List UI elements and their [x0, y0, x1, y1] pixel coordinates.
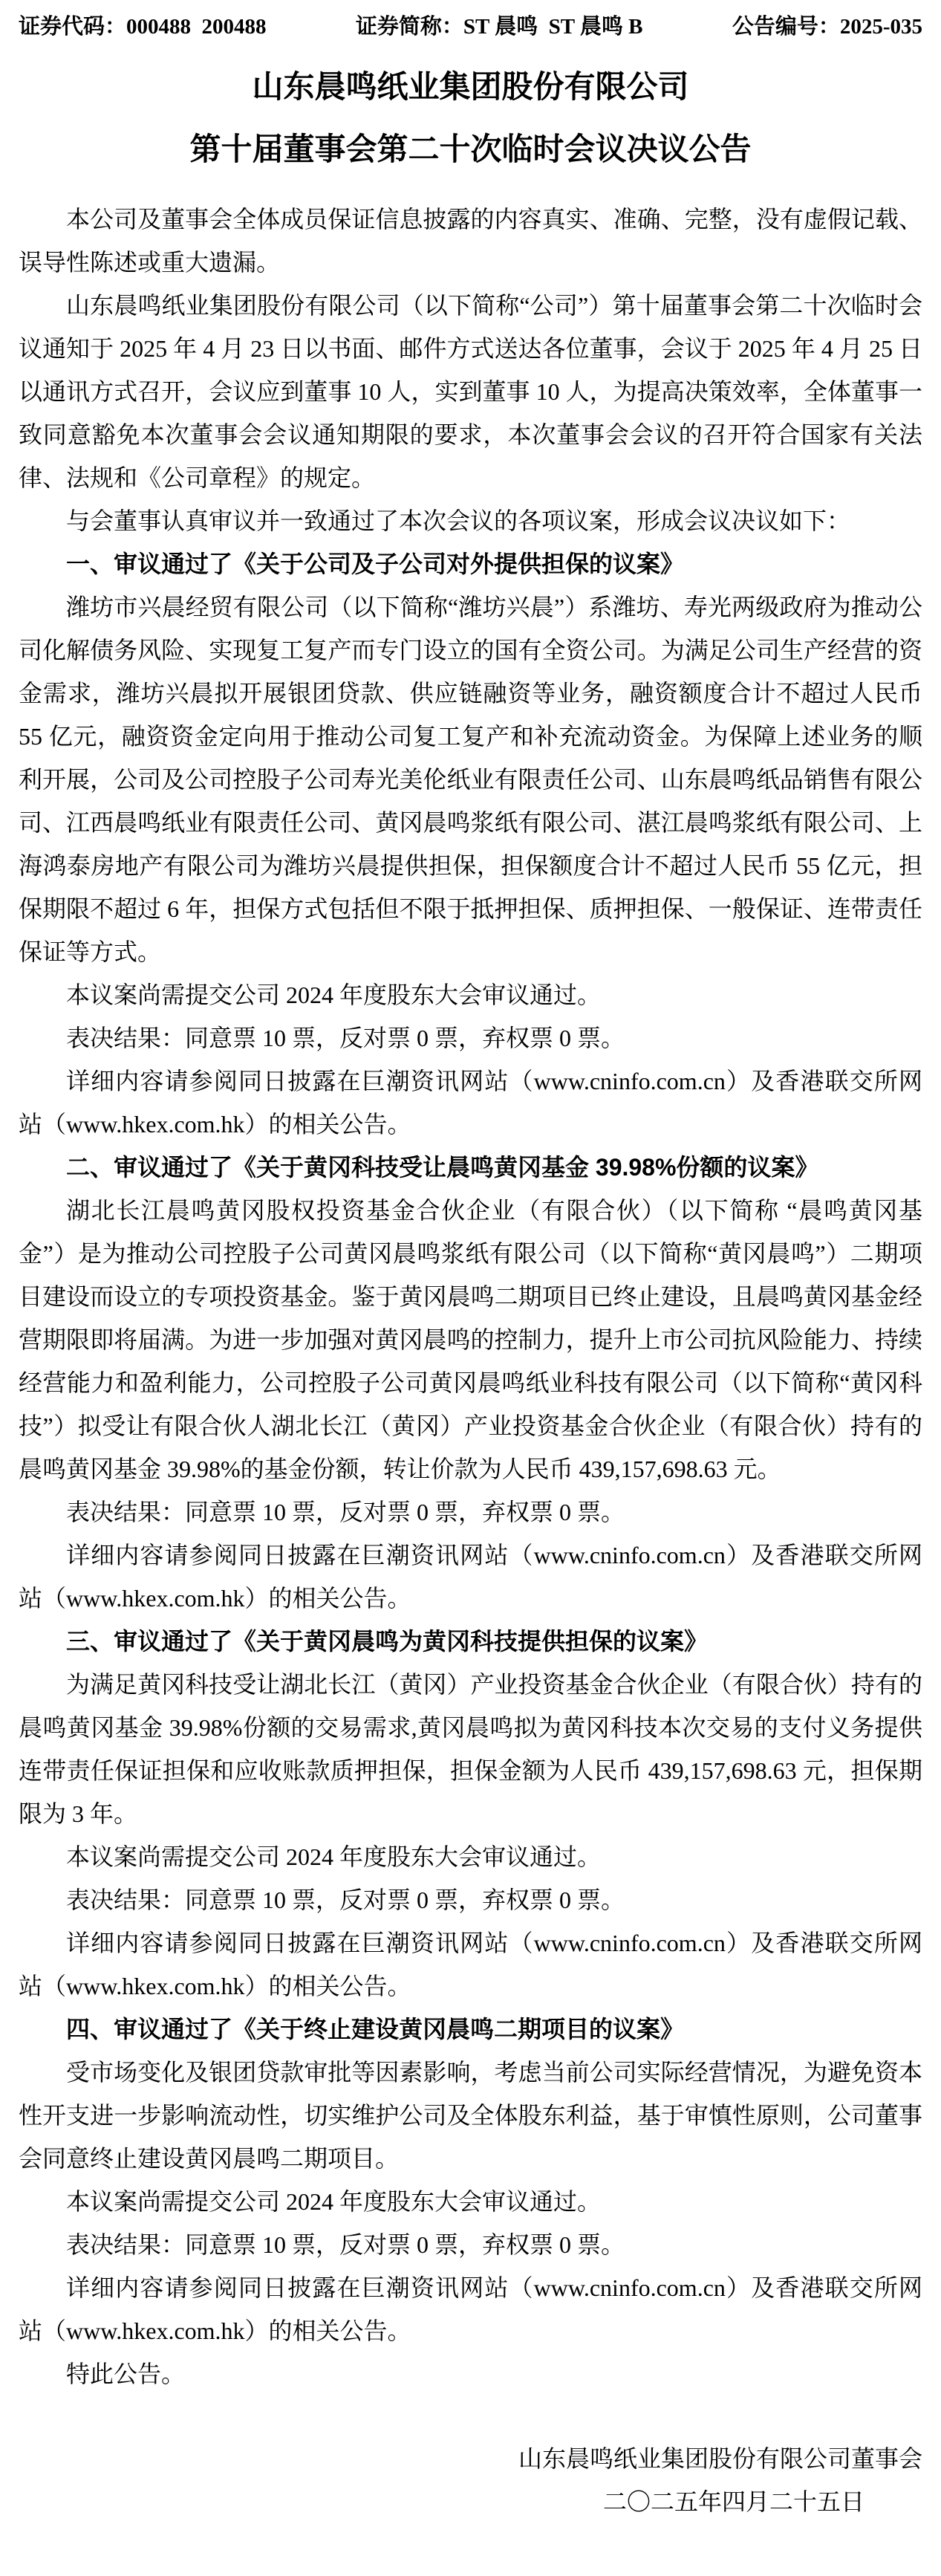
paragraph: 表决结果：同意票 10 票，反对票 0 票，弃权票 0 票。 — [66, 1886, 625, 1913]
document-body — [19, 198, 922, 2395]
paragraph: 山东晨鸣纸业集团股份有限公司（以下简称“公司”）第十届董事会第二十次临时会议通知于 2025 年 4 月 23 日以书面、邮件方式送达各位董事，会议于 2025 年 4 月 25 日以通讯方式召开，会议应到董事 10 人，实到董事 10 人，为提高决策效率，全体董事一致同意豁免本次董事会会议通知期限的要求，本次董事会会议的召开符合国家有关法律、法规和《公司章程》的规定。 — [19, 292, 922, 491]
paragraph: 受市场变化及银团贷款审批等因素影响，考虑当前公司实际经营情况，为避免资本性开支进一步影响流动性，切实维护公司及全体股东利益，基于审慎性原则，公司董事会同意终止建设黄冈晨鸣二期项目。 — [19, 2059, 922, 2172]
paragraph: 特此公告。 — [66, 2361, 186, 2387]
signature-block — [19, 2437, 922, 2523]
paragraph: 本议案尚需提交公司 2024 年度股东大会审议通过。 — [66, 2188, 602, 2215]
paragraph: 本议案尚需提交公司 2024 年度股东大会审议通过。 — [66, 982, 602, 1008]
paragraph: 详细内容请参阅同日披露在巨潮资讯网站（www.cninfo.com.cn）及香港联交所网站（www.hkex.com.hk）的相关公告。 — [19, 1930, 922, 1999]
paragraph: 详细内容请参阅同日披露在巨潮资讯网站（www.cninfo.com.cn）及香港联交所网站（www.hkex.com.hk）的相关公告。 — [19, 1068, 922, 1138]
section-heading: 三、审议通过了《关于黄冈晨鸣为黄冈科技提供担保的议案》 — [66, 1628, 709, 1655]
announcement-number: 公告编号：2025-035 — [732, 15, 922, 39]
securities-header — [19, 10, 922, 43]
paragraph: 本议案尚需提交公司 2024 年度股东大会审议通过。 — [66, 1843, 602, 1870]
paragraph: 表决结果：同意票 10 票，反对票 0 票，弃权票 0 票。 — [66, 1499, 625, 1525]
signature-company: 山东晨鸣纸业集团股份有限公司董事会 — [518, 2445, 922, 2472]
paragraph: 详细内容请参阅同日披露在巨潮资讯网站（www.cninfo.com.cn）及香港联交所网站（www.hkex.com.hk）的相关公告。 — [19, 2274, 922, 2344]
paragraph: 本公司及董事会全体成员保证信息披露的内容真实、准确、完整，没有虚假记载、误导性陈述或重大遗漏。 — [19, 206, 922, 276]
paragraph: 表决结果：同意票 10 票，反对票 0 票，弃权票 0 票。 — [66, 2231, 625, 2258]
announcement-title: 第十届董事会第二十次临时会议决议公告 — [189, 132, 752, 166]
paragraph: 表决结果：同意票 10 票，反对票 0 票，弃权票 0 票。 — [66, 1025, 625, 1051]
paragraph: 为满足黄冈科技受让湖北长江（黄冈）产业投资基金合伙企业（有限合伙）持有的晨鸣黄冈基金 39.98%份额的交易需求,黄冈晨鸣拟为黄冈科技本次交易的支付义务提供连带责任保证担保和应收账款质押担保，担保金额为人民币 439,157,698.63 元，担保期限为 3 年。 — [19, 1671, 922, 1827]
section-heading: 一、审议通过了《关于公司及子公司对外提供担保的议案》 — [66, 551, 685, 577]
section-heading: 二、审议通过了《关于黄冈科技受让晨鸣黄冈基金 39.98%份额的议案》 — [66, 1154, 819, 1181]
paragraph: 与会董事认真审议并一致通过了本次会议的各项议案，形成会议决议如下： — [66, 507, 851, 534]
securities-abbreviation: 证券简称：ST 晨鸣 ST 晨鸣 B — [355, 15, 643, 39]
section-heading: 四、审议通过了《关于终止建设黄冈晨鸣二期项目的议案》 — [66, 2016, 685, 2043]
signature-date: 二〇二五年四月二十五日 — [602, 2488, 865, 2515]
paragraph: 详细内容请参阅同日披露在巨潮资讯网站（www.cninfo.com.cn）及香港联交所网站（www.hkex.com.hk）的相关公告。 — [19, 1542, 922, 1612]
securities-code: 证券代码：000488 200488 — [19, 15, 267, 39]
paragraph: 湖北长江晨鸣黄冈股权投资基金合伙企业（有限合伙）（以下简称 “晨鸣黄冈基金”）是为推动公司控股子公司黄冈晨鸣浆纸有限公司（以下简称“黄冈晨鸣”）二期项目建设而设立的专项投资基金。鉴于黄冈晨鸣二期项目已终止建设，且晨鸣黄冈基金经营期限即将届满。为进一步加强对黄冈晨鸣的控制力，提升上市公司抗风险能力、持续经营能力和盈利能力，公司控股子公司黄冈晨鸣纸业科技有限公司（以下简称“黄冈科技”）拟受让有限合伙人湖北长江（黄冈）产业投资基金合伙企业（有限合伙）持有的晨鸣黄冈基金 39.98%的基金份额，转让价款为人民币 439,157,698.63 元。 — [19, 1197, 922, 1482]
paragraph: 潍坊市兴晨经贸有限公司（以下简称“潍坊兴晨”）系潍坊、寿光两级政府为推动公司化解债务风险、实现复工复产而专门设立的国有全资公司。为满足公司生产经营的资金需求，潍坊兴晨拟开展银团贷款、供应链融资等业务，融资额度合计不超过人民币 55 亿元，融资资金定向用于推动公司复工复产和补充流动资金。为保障上述业务的顺利开展，公司及公司控股子公司寿光美伦纸业有限责任公司、山东晨鸣纸品销售有限公司、江西晨鸣纸业有限责任公司、黄冈晨鸣浆纸有限公司、湛江晨鸣浆纸有限公司、上海鸿泰房地产有限公司为潍坊兴晨提供担保，担保额度合计不超过人民币 55 亿元，担保期限不超过 6 年，担保方式包括但不限于抵押担保、质押担保、一般保证、连带责任保证等方式。 — [19, 594, 922, 965]
company-title: 山东晨鸣纸业集团股份有限公司 — [252, 69, 689, 104]
